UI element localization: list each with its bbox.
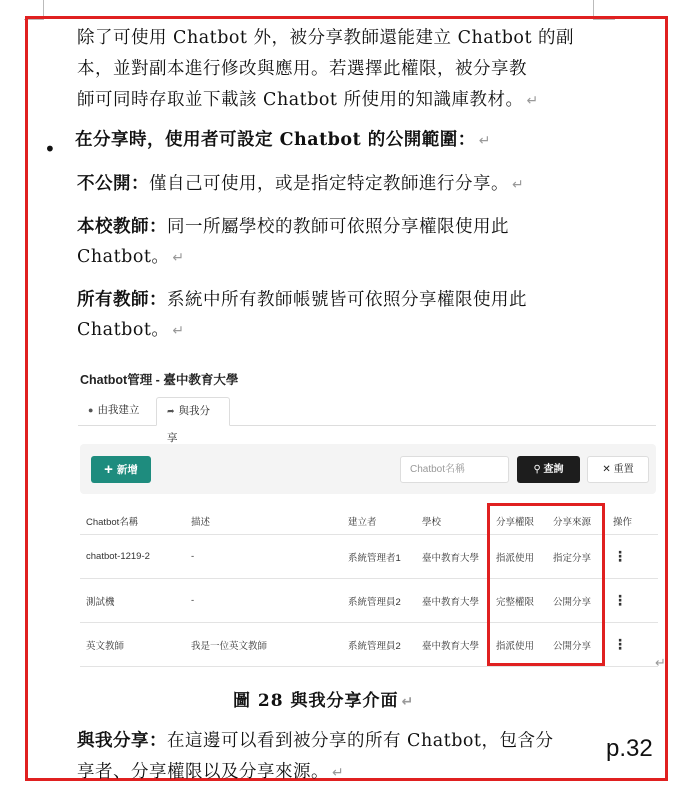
return-mark: ↵	[172, 323, 185, 339]
tab-created-by-me[interactable]	[78, 397, 156, 424]
more-menu-icon[interactable]	[607, 535, 658, 579]
cell-permission: 指派使用	[490, 623, 547, 667]
plus-icon: +	[104, 461, 113, 478]
paragraph-intro-line3-text: 師可同時存取並下載該 Chatbot 所使用的知識庫教材。	[77, 90, 524, 110]
option-private-label: 不公開：	[77, 174, 149, 194]
return-mark: ↵	[526, 93, 539, 109]
cell-source: 公開分享	[547, 579, 607, 623]
query-button-label: 查詢	[543, 464, 564, 475]
tab-bar	[78, 397, 656, 444]
return-mark: ↵	[512, 177, 525, 193]
embedded-screenshot	[78, 363, 660, 669]
page-number: p.32	[606, 735, 653, 762]
option-all-text2: Chatbot。	[77, 320, 170, 340]
return-mark: ↵	[172, 250, 185, 266]
option-school-line2	[77, 242, 185, 274]
tab-shared-with-me[interactable]	[156, 397, 230, 444]
reset-button-label: 重置	[613, 464, 634, 475]
more-menu-icon[interactable]	[607, 579, 658, 623]
cell-name: 測試機	[80, 579, 185, 623]
col-permission: 分享權限	[490, 508, 547, 535]
final-paragraph	[77, 726, 553, 757]
cell-source: 公開分享	[547, 623, 607, 667]
cell-description: 我是一位英文教師	[185, 623, 342, 667]
final-paragraph-line2	[77, 757, 344, 789]
option-school-label: 本校教師：	[77, 217, 167, 237]
kebab-glyph: ⋮	[613, 636, 627, 652]
col-source: 分享來源	[547, 508, 607, 535]
query-button[interactable]	[517, 456, 580, 483]
final-text: 在這邊可以看到被分享的所有 Chatbot，包含分	[167, 731, 554, 751]
option-school-text2: Chatbot。	[77, 247, 170, 267]
cell-source: 指定分享	[547, 535, 607, 579]
cell-school: 臺中教育大學	[416, 535, 490, 579]
option-private	[77, 169, 524, 201]
option-all-line2	[77, 315, 185, 347]
col-creator: 建立者	[342, 508, 416, 535]
col-name: Chatbot名稱	[80, 508, 185, 535]
option-all	[77, 285, 527, 316]
permission-source-highlight	[487, 503, 605, 666]
col-school: 學校	[416, 508, 490, 535]
cell-school: 臺中教育大學	[416, 579, 490, 623]
reset-button[interactable]	[587, 456, 649, 483]
tab-created-by-me-label: 由我建立	[97, 404, 140, 416]
return-mark: ↵	[332, 765, 345, 781]
option-school	[77, 212, 509, 243]
return-mark: ↵	[401, 694, 415, 710]
paragraph-intro-line3	[77, 85, 539, 117]
share-icon: ➦	[167, 406, 175, 416]
figure-caption-text: 圖 28 與我分享介面	[233, 691, 399, 711]
kebab-glyph: ⋮	[613, 592, 627, 608]
col-action: 操作	[607, 508, 658, 535]
bullet-heading-text: 在分享時，使用者可設定 Chatbot 的公開範圍：	[75, 130, 476, 150]
paragraph-intro-line2: 本，並對副本進行修改與應用。若選擇此權限，被分享教	[77, 59, 527, 79]
screenshot-title: Chatbot管理 - 臺中教育大學	[80, 373, 239, 387]
search-placeholder: Chatbot名稱	[410, 464, 466, 475]
add-button-label: 新增	[116, 464, 138, 476]
figure-caption	[233, 686, 414, 711]
cell-permission: 完整權限	[490, 579, 547, 623]
bullet-heading	[75, 125, 491, 157]
search-input[interactable]	[400, 456, 509, 483]
option-school-text: 同一所屬學校的教師可依照分享權限使用此	[167, 217, 509, 237]
search-icon: ⚲	[533, 464, 541, 475]
cell-description: -	[185, 535, 342, 579]
cell-description: -	[185, 579, 342, 623]
toolbar	[80, 444, 656, 494]
cell-creator: 系統管理員2	[342, 579, 416, 623]
cell-creator: 系統管理員2	[342, 623, 416, 667]
cell-name: chatbot-1219-2	[80, 535, 185, 579]
bullet-icon: •	[44, 137, 56, 161]
tab-shared-with-me-label: 與我分享	[167, 405, 211, 444]
cell-creator: 系統管理者1	[342, 535, 416, 579]
paragraph-intro-line1: 除了可使用 Chatbot 外，被分享教師還能建立 Chatbot 的副	[77, 28, 575, 48]
option-private-text: 僅自己可使用，或是指定特定教師進行分享。	[149, 174, 509, 194]
option-all-text: 系統中所有教師帳號皆可依照分享權限使用此	[167, 290, 527, 310]
col-description: 描述	[185, 508, 342, 535]
return-mark: ↵	[655, 656, 666, 671]
cell-permission: 指派使用	[490, 535, 547, 579]
return-mark: ↵	[478, 133, 491, 149]
cell-school: 臺中教育大學	[416, 623, 490, 667]
add-button[interactable]	[91, 456, 151, 483]
kebab-glyph: ⋮	[613, 548, 627, 564]
close-icon: ✕	[602, 464, 611, 475]
final-label: 與我分享：	[77, 731, 167, 751]
cell-name: 英文教師	[80, 623, 185, 667]
more-menu-icon[interactable]	[607, 623, 658, 667]
user-icon: ●	[88, 405, 94, 415]
option-all-label: 所有教師：	[77, 290, 167, 310]
final-text2: 享者、分享權限以及分享來源。	[77, 762, 329, 782]
